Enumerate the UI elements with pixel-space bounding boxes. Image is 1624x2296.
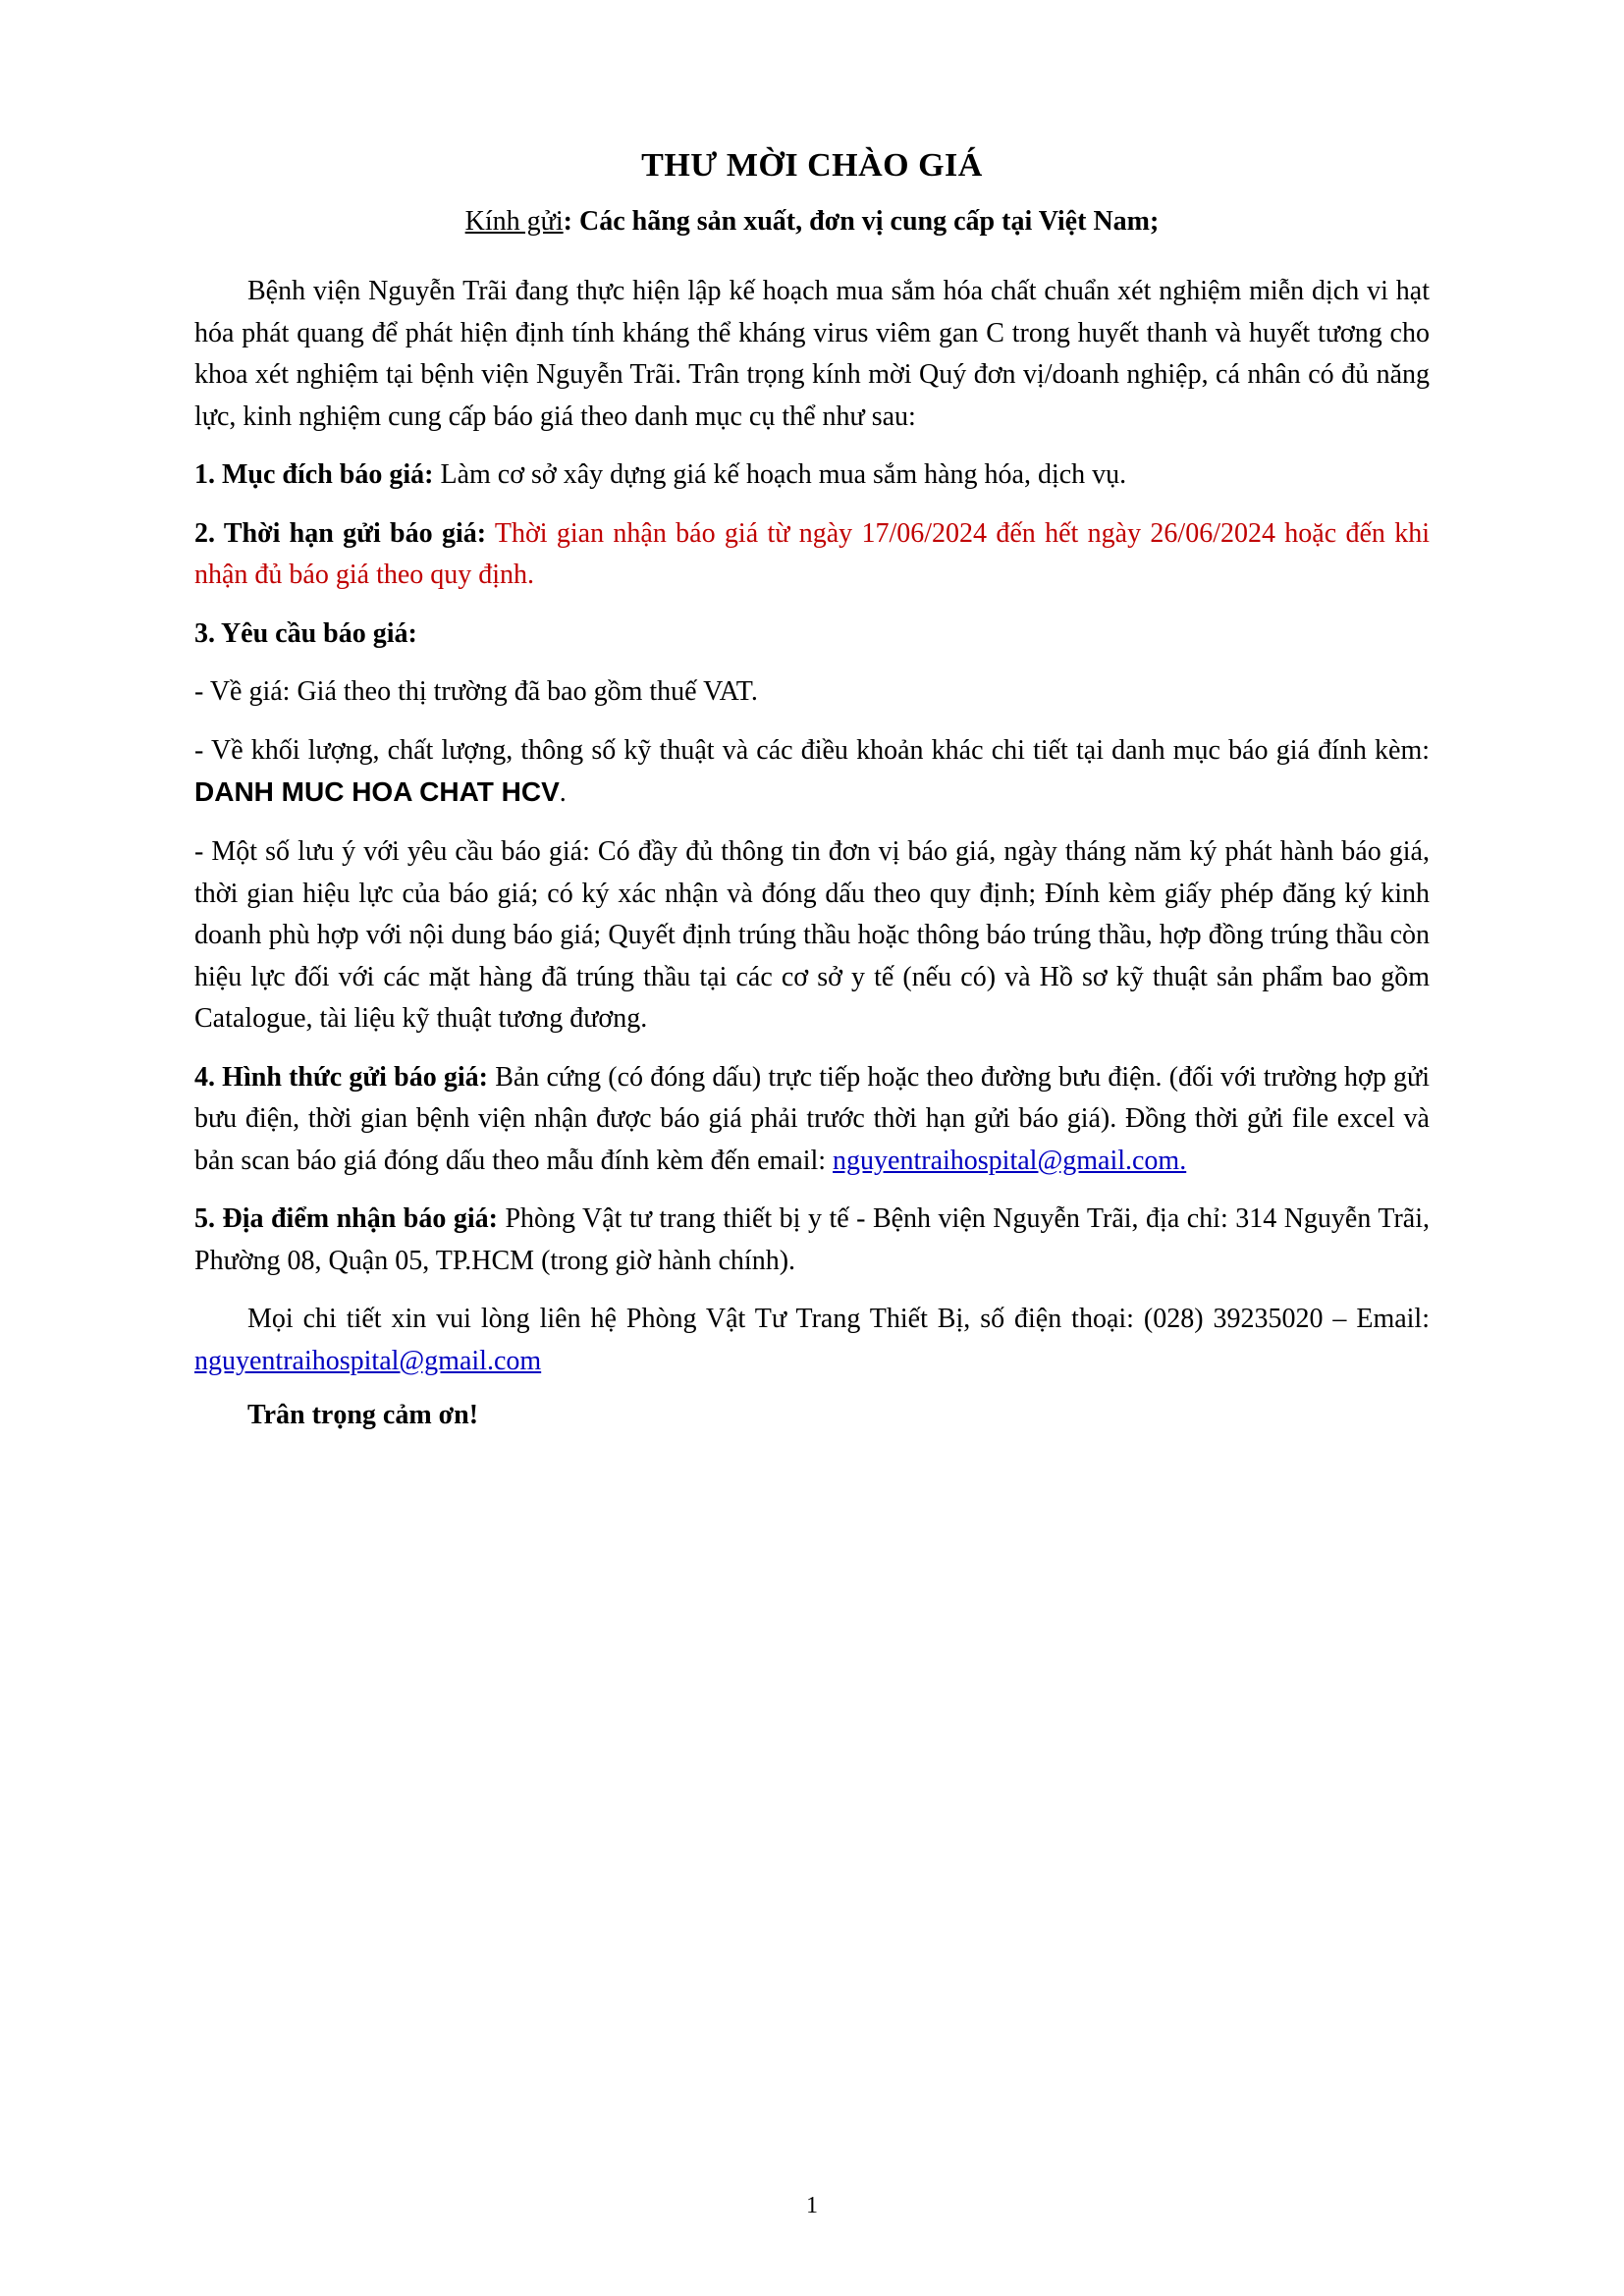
page-title: THƯ MỜI CHÀO GIÁ bbox=[641, 147, 983, 184]
intro-paragraph: Bệnh viện Nguyễn Trãi đang thực hiện lập kế hoạch mua sắm hóa chất chuẩn xét nghiệm miễn dịch vi hạt hóa phát quang để phát hiện định tính kháng thể kháng virus viêm gan C trong huyết thanh và huyết tương cho khoa xét nghiệm tại bệnh viện Nguyễn Trãi. Trân trọng kính mời Quý đơn vị/doanh nghiệp, cá nhân có đủ năng lực, kinh nghiệm cung cấp báo giá theo danh mục cụ thể như sau: bbox=[194, 276, 1430, 432]
salutation-target: Các hãng sản xuất, đơn vị cung cấp tại Việt Nam; bbox=[578, 206, 1160, 237]
contact-text: Mọi chi tiết xin vui lòng liên hệ Phòng Vật Tư Trang Thiết Bị, số điện thoại: (028) 39235020 – Email: bbox=[247, 1304, 1430, 1335]
closing-line: Trân trọng cảm ơn! bbox=[247, 1399, 479, 1430]
section-3-heading-line bbox=[194, 614, 1430, 656]
section-3-bullet-1: - Về giá: Giá theo thị trường đã bao gồm thuế VAT. bbox=[194, 676, 758, 708]
salutation-label: Kính gửi bbox=[464, 206, 564, 237]
section-1 bbox=[194, 454, 1430, 497]
salutation-line bbox=[194, 206, 1430, 238]
contact-paragraph bbox=[194, 1299, 1430, 1382]
section-1-number: 1 bbox=[194, 459, 208, 491]
section-1-heading: . Mục đích báo giá: bbox=[208, 459, 434, 491]
section-2-heading: 2. Thời hạn gửi báo giá: bbox=[194, 517, 487, 549]
section-1-text: Làm cơ sở xây dựng giá kế hoạch mua sắm hàng hóa, dịch vụ. bbox=[433, 459, 1127, 491]
section-3-heading: 3. Yêu cầu báo giá: bbox=[194, 617, 417, 649]
email-link-secondary[interactable]: nguyentraihospital@gmail.com bbox=[194, 1346, 542, 1377]
email-link-primary[interactable]: nguyentraihospital@gmail.com. bbox=[833, 1145, 1187, 1176]
section-3-bullet-2-period: . bbox=[559, 777, 567, 809]
section-4-number: 4 bbox=[194, 1061, 208, 1093]
attachment-name: DANH MUC HOA CHAT HCV bbox=[194, 776, 560, 808]
section-4 bbox=[194, 1057, 1430, 1183]
salutation-separator: : bbox=[563, 206, 579, 237]
section-4-text: Bản cứng (có đóng dấu) trực tiếp hoặc theo đường bưu điện. (đối với trường hợp gửi bưu điện, thời gian bệnh viện nhận được báo giá phải trước thời hạn gửi báo giá). Đồng thời gửi file excel và bản scan báo giá đóng dấu theo mẫu đính kèm đến email: bbox=[194, 1061, 1430, 1176]
section-2 bbox=[194, 513, 1430, 597]
section-3-bullet-2-text: - Về khối lượng, chất lượng, thông số kỹ thuật và các điều khoản khác chi tiết tại danh mục báo giá đính kèm: bbox=[194, 734, 1430, 766]
page-number: 1 bbox=[806, 2193, 818, 2218]
section-3-bullet-2 bbox=[194, 730, 1430, 815]
section-3-bullet-3: - Một số lưu ý với yêu cầu báo giá: Có đầy đủ thông tin đơn vị báo giá, ngày tháng năm ký phát hành báo giá, thời gian hiệu lực của báo giá; có ký xác nhận và đóng dấu theo quy định; Đính kèm giấy phép đăng ký kinh doanh phù hợp với nội dung báo giá; Quyết định trúng thầu hoặc thông báo trúng thầu, hợp đồng trúng thầu còn hiệu lực đối với các mặt hàng đã trúng thầu tại các cơ sở y tế (nếu có) và Hồ sơ kỹ thuật sản phẩm bao gồm Catalogue, tài liệu kỹ thuật tương đương. bbox=[194, 836, 1430, 1035]
section-5-text: Phòng Vật tư trang thiết bị y tế - Bệnh viện Nguyễn Trãi, địa chỉ: 314 Nguyễn Trãi, Phường 08, Quận 05, TP.HCM (trong giờ hành chính). bbox=[194, 1203, 1430, 1276]
section-5 bbox=[194, 1199, 1430, 1282]
section-2-text: Thời gian nhận báo giá từ ngày 17/06/2024 đến hết ngày 26/06/2024 hoặc đến khi nhận đủ báo giá theo quy định. bbox=[194, 517, 1431, 591]
section-4-heading: . Hình thức gửi báo giá: bbox=[208, 1061, 489, 1093]
section-5-heading: 5. Địa điểm nhận báo giá: bbox=[194, 1203, 498, 1235]
